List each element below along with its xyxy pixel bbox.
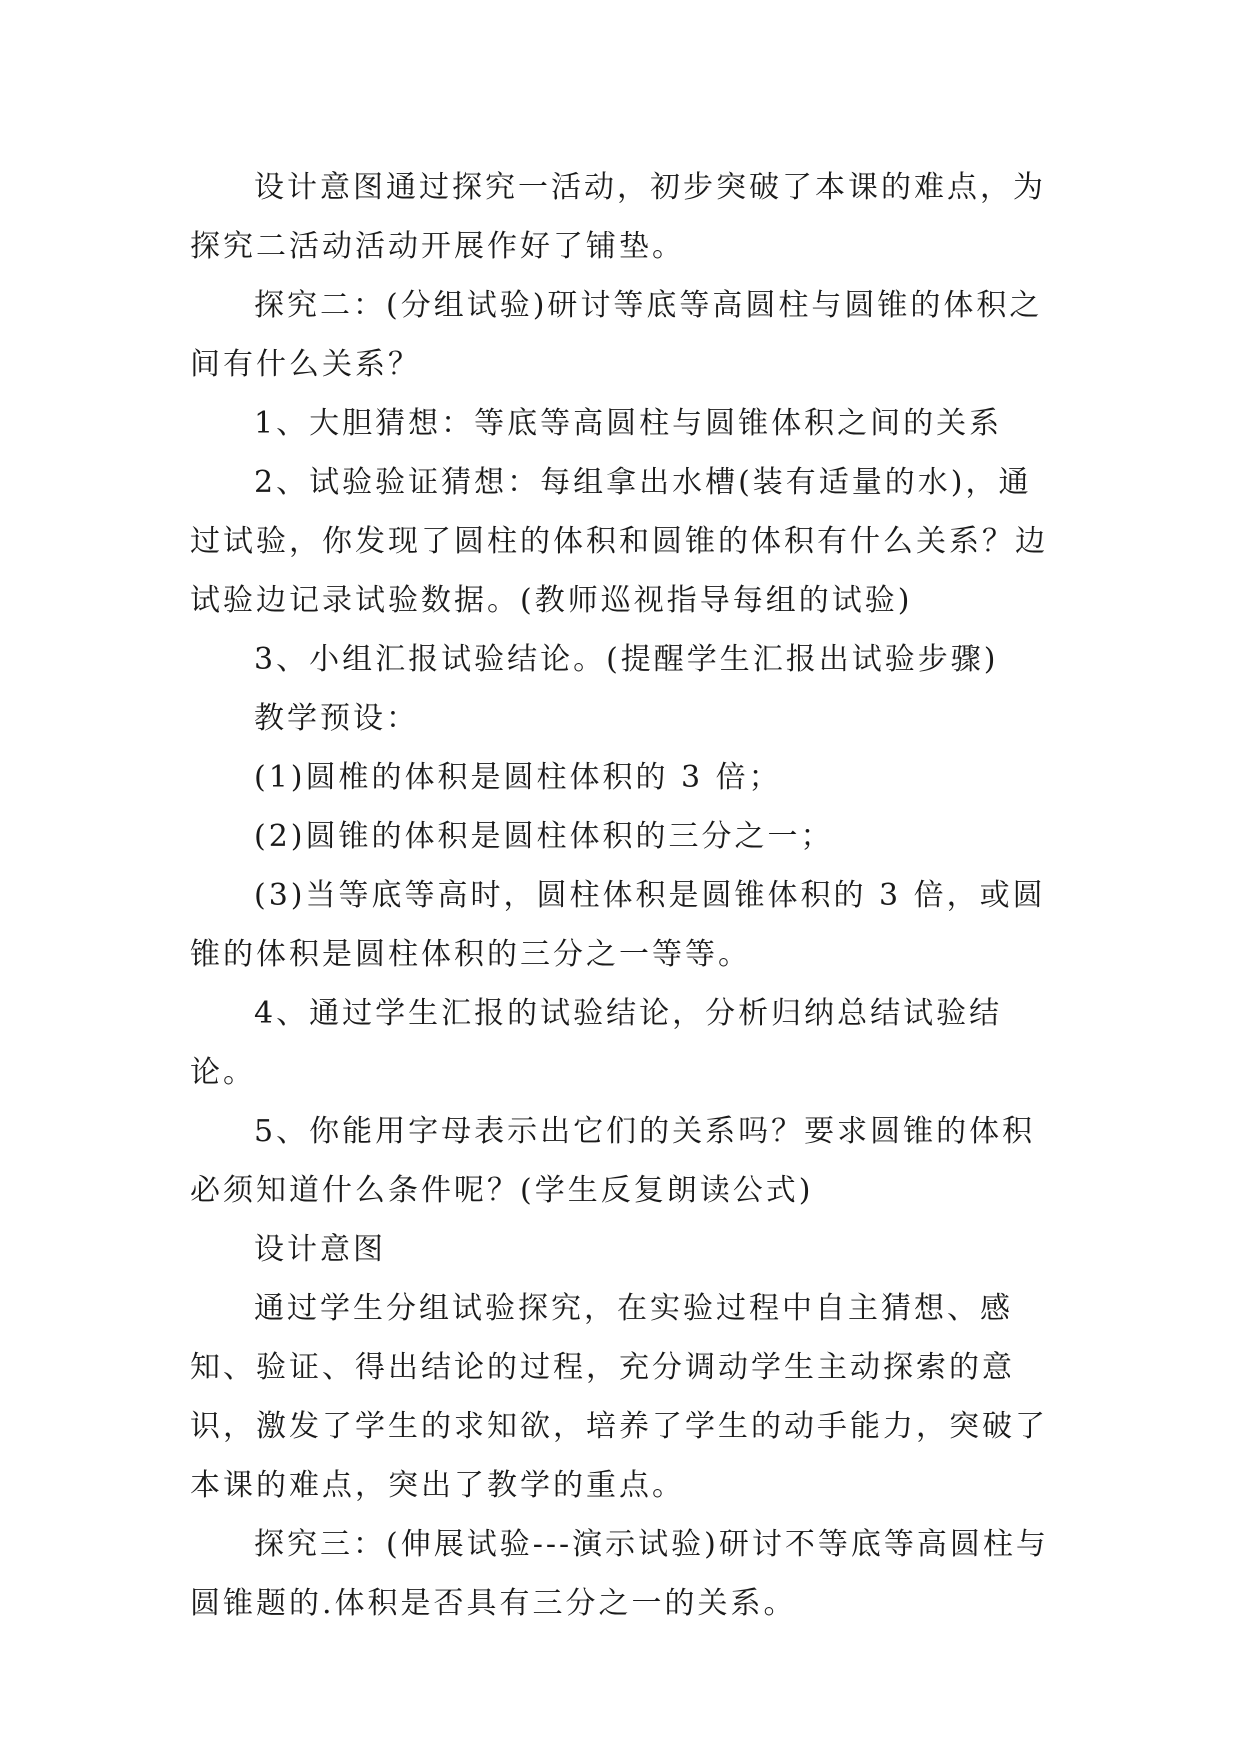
paragraph-design-intent-heading: 设计意图 xyxy=(254,1232,386,1267)
paragraph-step-4: 4、通过学生汇报的试验结论，分析归纳总结试验结论。 xyxy=(190,996,1003,1090)
paragraph-design-intent-2: 通过学生分组试验探究，在实验过程中自主猜想、感知、验证、得出结论的过程，充分调动学生主动探索的意识，激发了学生的求知欲，培养了学生的动手能力，突破了本课的难点，突出了教学的重点。 xyxy=(190,1291,1048,1503)
paragraph-design-intent-1: 设计意图通过探究一活动，初步突破了本课的难点，为探究二活动活动开展作好了铺垫。 xyxy=(190,170,1046,264)
paragraph-step-3: 3、小组汇报试验结论。(提醒学生汇报出试验步骤) xyxy=(254,642,999,677)
paragraph-teaching-preset: 教学预设： xyxy=(254,701,419,736)
paragraph-preset-1: (1)圆椎的体积是圆柱体积的 3 倍； xyxy=(254,760,782,795)
document-body xyxy=(190,158,1050,1633)
paragraph-inquiry-two: 探究二：(分组试验)研讨等底等高圆柱与圆锥的体积之间有什么关系？ xyxy=(190,288,1043,382)
paragraph-preset-3: (3)当等底等高时，圆柱体积是圆锥体积的 3 倍，或圆锥的体积是圆柱体积的三分之一等等。 xyxy=(190,878,1046,972)
paragraph-step-2: 2、试验验证猜想：每组拿出水槽(装有适量的水)，通过试验，你发现了圆柱的体积和圆锥的体积有什么关系？边试验边记录试验数据。(教师巡视指导每组的试验) xyxy=(190,465,1048,618)
paragraph-step-5: 5、你能用字母表示出它们的关系吗？要求圆锥的体积必须知道什么条件呢？(学生反复朗读公式) xyxy=(190,1114,1036,1208)
paragraph-step-1: 1、大胆猜想：等底等高圆柱与圆锥体积之间的关系 xyxy=(254,406,1003,441)
paragraph-preset-2: (2)圆锥的体积是圆柱体积的三分之一； xyxy=(254,819,834,854)
paragraph-inquiry-three: 探究三：(伸展试验---演示试验)研讨不等底等高圆柱与圆锥题的.体积是否具有三分之一的关系。 xyxy=(190,1527,1049,1621)
